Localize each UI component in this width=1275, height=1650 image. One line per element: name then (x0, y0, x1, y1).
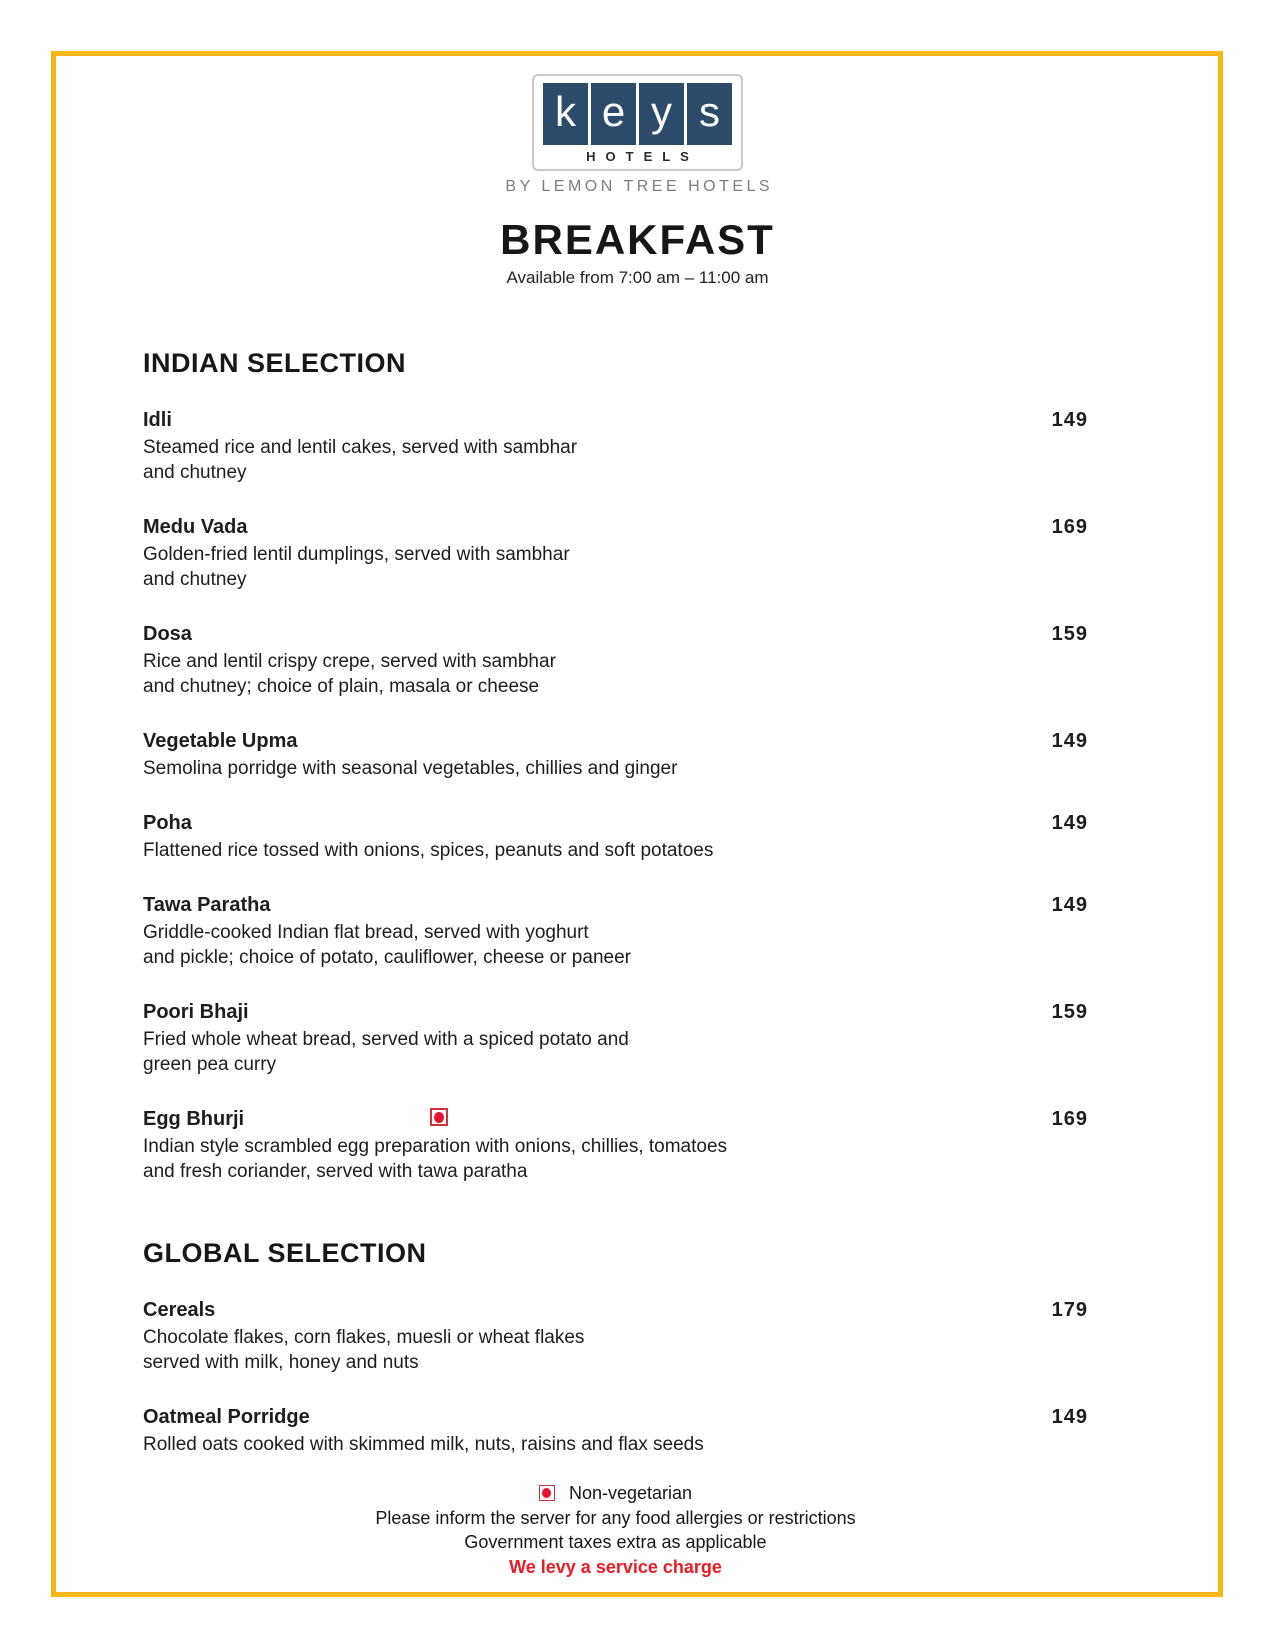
section-heading: GLOBAL SELECTION (143, 1238, 427, 1268)
footer (143, 1481, 1088, 1579)
item-name: Vegetable Upma (143, 730, 298, 752)
item-description-line: and pickle; choice of potato, cauliflower, cheese or paneer (143, 947, 631, 968)
availability-note: Available from 7:00 am – 11:00 am (506, 268, 769, 287)
allergy-note: Please inform the server for any food allergies or restrictions (375, 1507, 856, 1528)
item-name: Tawa Paratha (143, 894, 271, 916)
menu-item-vegetable-upma (143, 728, 1088, 781)
page-title: BREAKFAST (500, 216, 775, 263)
menu-item-poori-bhaji (143, 999, 1088, 1077)
item-price: 169 (1051, 516, 1088, 538)
item-price: 179 (1051, 1299, 1088, 1321)
item-description-line: Griddle-cooked Indian flat bread, served with yoghurt (143, 922, 589, 943)
menu-sections (143, 348, 1088, 1457)
non-vegetarian-icon (430, 1108, 448, 1126)
service-charge-note: We levy a service charge (509, 1556, 722, 1577)
item-description-line: green pea curry (143, 1054, 277, 1075)
logo-box (532, 74, 743, 171)
item-details (143, 1106, 1028, 1184)
logo-hotels-text: HOTELS (586, 149, 699, 164)
item-description-line: and fresh coriander, served with tawa paratha (143, 1161, 528, 1182)
item-name-row (143, 1297, 1028, 1325)
section-heading: INDIAN SELECTION (143, 348, 407, 378)
item-description-line: Flattened rice tossed with onions, spices, peanuts and soft potatoes (143, 840, 714, 861)
item-price: 149 (1051, 812, 1088, 834)
item-name: Egg Bhurji (143, 1108, 245, 1130)
menu-item-dosa (143, 621, 1088, 699)
item-description-line: Indian style scrambled egg preparation with onions, chillies, tomatoes (143, 1136, 728, 1157)
menu-item-cereals (143, 1297, 1088, 1375)
non-vegetarian-dot (434, 1112, 444, 1123)
item-name: Oatmeal Porridge (143, 1406, 310, 1428)
item-name-row (143, 1106, 1028, 1134)
menu-item-idli (143, 407, 1088, 485)
item-name-row (143, 621, 1028, 649)
logo-tagline: BY LEMON TREE HOTELS (505, 178, 774, 195)
item-description-line: Fried whole wheat bread, served with a spiced potato and (143, 1029, 629, 1050)
item-name-row (143, 514, 1028, 542)
item-description-line: and chutney (143, 462, 247, 483)
keys-hotels-logo (0, 0, 1275, 196)
menu-item-medu-vada (143, 514, 1088, 592)
item-description-line: and chutney; choice of plain, masala or cheese (143, 676, 540, 697)
item-details (143, 1404, 1028, 1457)
item-name-row (143, 407, 1028, 435)
logo-letter-tiles (543, 83, 732, 145)
menu-item-egg-bhurji (143, 1106, 1088, 1184)
item-name: Dosa (143, 623, 192, 645)
item-price: 159 (1051, 1001, 1088, 1023)
item-name: Cereals (143, 1299, 216, 1321)
item-name-row (143, 999, 1028, 1027)
non-vegetarian-icon (539, 1485, 555, 1501)
item-description-line: Golden-fried lentil dumplings, served with sambhar (143, 544, 570, 565)
item-description-line: and chutney (143, 569, 247, 590)
item-details (143, 514, 1028, 592)
item-description-line: Chocolate flakes, corn flakes, muesli or wheat flakes (143, 1327, 585, 1348)
item-details (143, 728, 1028, 781)
item-name-row (143, 892, 1028, 920)
non-vegetarian-dot (542, 1488, 551, 1498)
menu-item-poha (143, 810, 1088, 863)
item-description-line: served with milk, honey and nuts (143, 1352, 419, 1373)
non-vegetarian-label: Non-vegetarian (568, 1483, 693, 1503)
item-details (143, 621, 1028, 699)
item-name: Medu Vada (143, 516, 248, 538)
item-description-line: Rolled oats cooked with skimmed milk, nuts, raisins and flax seeds (143, 1434, 704, 1455)
item-price: 149 (1051, 1406, 1088, 1428)
item-details (143, 1297, 1028, 1375)
item-description-line: Steamed rice and lentil cakes, served with sambhar (143, 437, 578, 458)
item-name-row (143, 728, 1028, 756)
item-price: 149 (1051, 409, 1088, 431)
menu-content (143, 348, 1088, 1579)
tax-note: Government taxes extra as applicable (464, 1532, 767, 1552)
item-name-row (143, 810, 1028, 838)
item-name-row (143, 1404, 1028, 1432)
item-description-line: Rice and lentil crispy crepe, served with sambhar (143, 651, 556, 672)
menu-item-tawa-paratha (143, 892, 1088, 970)
logo-tile-s: s (687, 83, 732, 145)
logo-tile-e: e (591, 83, 636, 145)
item-name: Poori Bhaji (143, 1001, 249, 1023)
item-name: Poha (143, 812, 192, 834)
item-description-line: Semolina porridge with seasonal vegetables, chillies and ginger (143, 758, 678, 779)
menu-item-oatmeal-porridge (143, 1404, 1088, 1457)
logo-tile-y: y (639, 83, 684, 145)
non-vegetarian-legend (143, 1481, 1088, 1506)
menu-section-indian-selection (143, 348, 1088, 1184)
logo-tile-k: k (543, 83, 588, 145)
item-price: 169 (1051, 1108, 1088, 1130)
item-details (143, 810, 1028, 863)
item-details (143, 999, 1028, 1077)
item-name: Idli (143, 409, 172, 431)
menu-section-global-selection (143, 1238, 1088, 1457)
item-details (143, 892, 1028, 970)
item-price: 149 (1051, 730, 1088, 752)
item-price: 149 (1051, 894, 1088, 916)
item-price: 159 (1051, 623, 1088, 645)
item-details (143, 407, 1028, 485)
